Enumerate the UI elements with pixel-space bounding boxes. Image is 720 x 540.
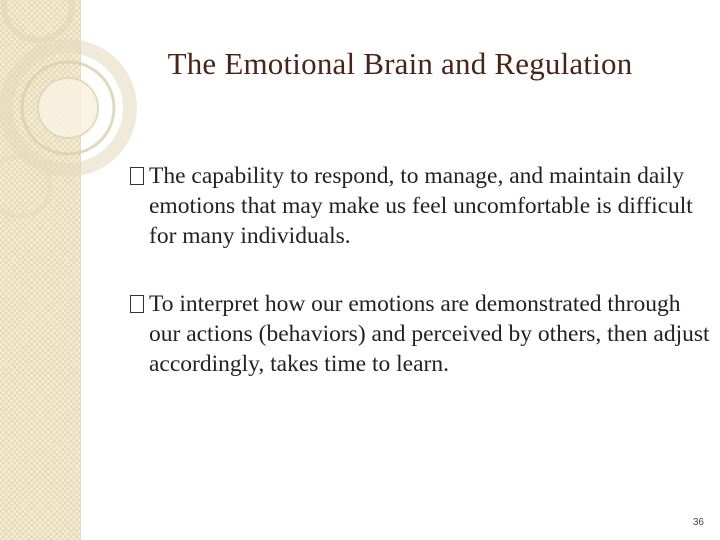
missing-glyph-box-icon [130, 167, 144, 185]
missing-glyph-box-icon [130, 295, 144, 313]
bullet-item [130, 161, 710, 251]
bullet-list [130, 161, 710, 417]
bullet-text: The capability to respond, to manage, and maintain daily emotions that may make us feel uncomfortable is difficult for many individuals. [149, 163, 693, 249]
slide-title: The Emotional Brain and Regulation [167, 46, 633, 81]
page-number: 36 [692, 517, 704, 528]
bullet-text: To interpret how our emotions are demonstrated through our actions (behaviors) and perceived by others, then adjust accordingly, takes time to learn. [149, 291, 710, 377]
bullet-item [130, 289, 710, 379]
